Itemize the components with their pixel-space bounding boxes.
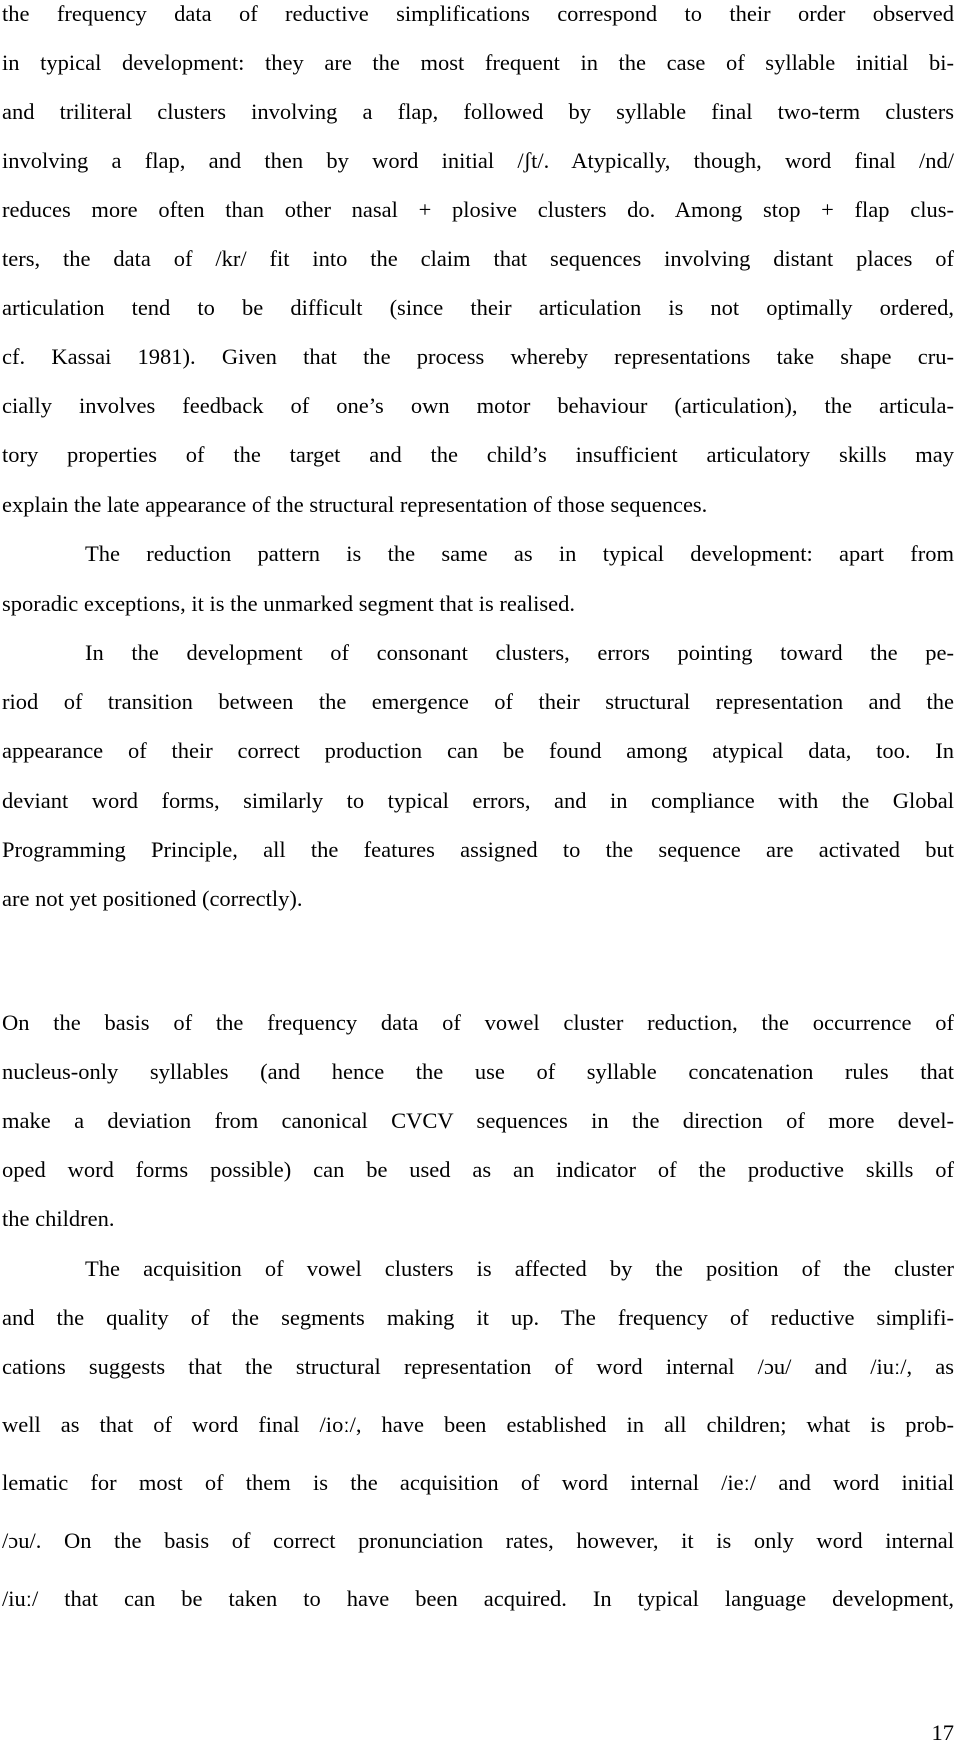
text-line: the frequency data of reductive simplifications correspond to their order observed (2, 1, 954, 26)
text-line: and triliteral clusters involving a flap, followed by syllable final two-term clusters (2, 99, 954, 124)
text-line: oped word forms possible) can be used as an indicator of the productive skills of (2, 1157, 954, 1182)
text-line: appearance of their correct production can be found among atypical data, too. In (2, 738, 954, 763)
text-line: The reduction pattern is the same as in typical development: apart from (85, 541, 954, 566)
text-line: Programming Principle, all the features assigned to the sequence are activated but (2, 837, 954, 862)
text-line: The acquisition of vowel clusters is affected by the position of the cluster (85, 1256, 954, 1281)
text-line: cf. Kassai 1981). Given that the process whereby representations take shape cru- (2, 344, 954, 369)
text-line: ters, the data of /kr/ fit into the claim that sequences involving distant places of (2, 246, 954, 271)
page-number: 17 (931, 1720, 954, 1745)
text-line: reduces more often than other nasal + plosive clusters do. Among stop + flap clus- (2, 197, 954, 222)
text-line: /ɔu/. On the basis of correct pronunciation rates, however, it is only word internal (2, 1528, 954, 1553)
text-line: tory properties of the target and the child’s insufficient articulatory skills may (2, 442, 954, 467)
text-line: nucleus-only syllables (and hence the use of syllable concatenation rules that (2, 1059, 954, 1084)
text-line: On the basis of the frequency data of vowel cluster reduction, the occurrence of (2, 1010, 954, 1035)
text-line: cations suggests that the structural representation of word internal /ɔu/ and /iuː/, as (2, 1354, 954, 1379)
text-line: riod of transition between the emergence of their structural representation and the (2, 689, 954, 714)
text-line: lematic for most of them is the acquisition of word internal /ieː/ and word initial (2, 1470, 954, 1495)
text-line: deviant word forms, similarly to typical errors, and in compliance with the Global (2, 788, 954, 813)
text-line: in typical development: they are the most frequent in the case of syllable initial bi- (2, 50, 954, 75)
text-line: /iuː/ that can be taken to have been acquired. In typical language development, (2, 1586, 954, 1611)
text-line: explain the late appearance of the structural representation of those sequences. (2, 492, 708, 517)
text-line: cially involves feedback of one’s own motor behaviour (articulation), the articula- (2, 393, 954, 418)
text-line: involving a flap, and then by word initial /ʃt/. Atypically, though, word final /nd/ (2, 148, 954, 173)
text-line: and the quality of the segments making it up. The frequency of reductive simplifi- (2, 1305, 954, 1330)
text-line: In the development of consonant clusters, errors pointing toward the pe- (85, 640, 954, 665)
text-line: sporadic exceptions, it is the unmarked segment that is realised. (2, 591, 575, 616)
text-line: make a deviation from canonical CVCV sequences in the direction of more devel- (2, 1108, 954, 1133)
text-line: are not yet positioned (correctly). (2, 886, 303, 911)
text-line: articulation tend to be difficult (since their articulation is not optimally ordered, (2, 295, 954, 320)
text-line: well as that of word final /ioː/, have been established in all children; what is prob- (2, 1412, 954, 1437)
text-line: the children. (2, 1206, 115, 1231)
